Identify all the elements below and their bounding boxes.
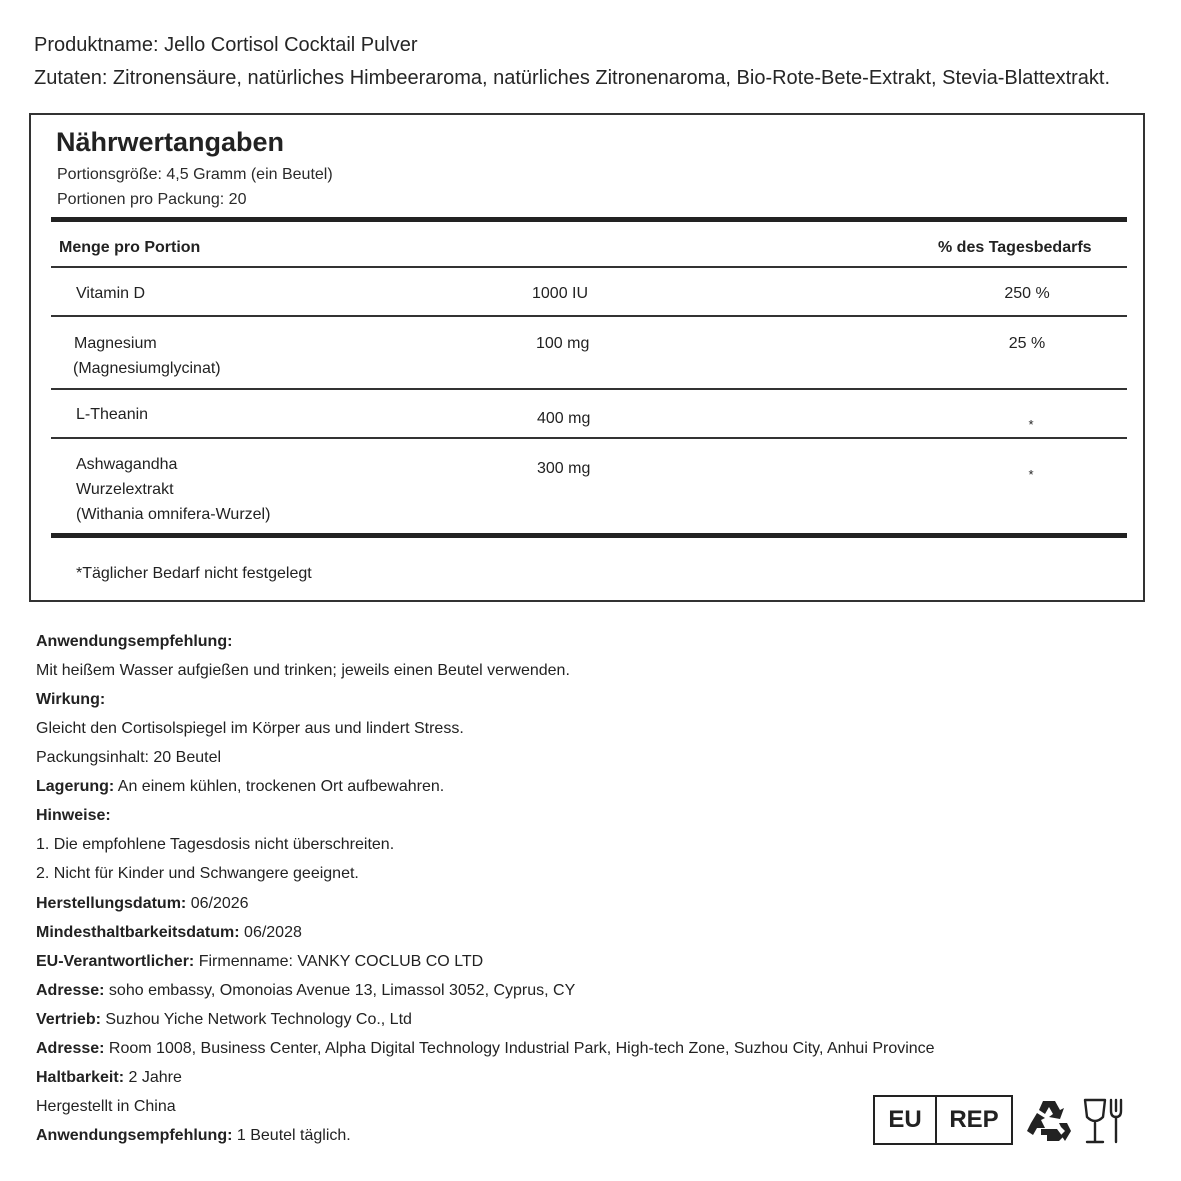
nutrient-daily-value: * <box>1028 467 1034 482</box>
eu-label: EU <box>875 1097 937 1143</box>
nutrient-daily-value: * <box>1028 417 1034 432</box>
divider <box>51 315 1127 317</box>
note-2: 2. Nicht für Kinder und Schwangere geeignet. <box>36 865 359 882</box>
best-before-date: Mindesthaltbarkeitsdatum: 06/2028 <box>36 924 302 941</box>
nutrient-name-detail: Wurzelextrakt <box>76 481 174 498</box>
glass-fork-icon <box>1081 1097 1127 1145</box>
eu-responsible: EU-Verantwortlicher: Firmenname: VANKY COCLUB CO LTD <box>36 953 484 970</box>
effect-text: Gleicht den Cortisolspiegel im Körper aus und lindert Stress. <box>36 720 464 737</box>
column-header-daily: % des Tagesbedarfs <box>938 239 1092 256</box>
nutrient-name-detail: (Magnesiumglycinat) <box>73 360 221 377</box>
usage-heading: Anwendungsempfehlung: <box>36 633 233 650</box>
usage-dose: Anwendungsempfehlung: 1 Beutel täglich. <box>36 1127 351 1144</box>
column-header-amount: Menge pro Portion <box>59 239 201 256</box>
rep-label: REP <box>949 1106 999 1133</box>
divider <box>51 437 1127 439</box>
nutrient-amount: 1000 IU <box>532 285 589 302</box>
storage-line: Lagerung: An einem kühlen, trockenen Ort aufbewahren. <box>36 778 445 795</box>
ingredients-line: Zutaten: Zitronensäure, natürliches Himbeeraroma, natürliches Zitronenaroma, Bio-Rote-Bete-Extrakt, Stevia-Blattextrakt. <box>34 67 1111 89</box>
distributor: Vertrieb: Suzhou Yiche Network Technology Co., Ltd <box>36 1011 412 1028</box>
thick-divider <box>51 533 1127 538</box>
nutrient-name: Magnesium <box>74 335 157 352</box>
eu-address: Adresse: soho embassy, Omonoias Avenue 13, Limassol 3052, Cyprus, CY <box>36 982 576 999</box>
usage-text: Mit heißem Wasser aufgießen und trinken; jeweils einen Beutel verwenden. <box>36 662 570 679</box>
notes-heading: Hinweise: <box>36 807 111 824</box>
nutrient-name: Ashwagandha <box>76 456 178 473</box>
manufacture-date: Herstellungsdatum: 06/2026 <box>36 895 249 912</box>
nutrition-facts-box <box>29 113 1145 602</box>
thick-divider <box>51 217 1127 222</box>
recycle-icon <box>1025 1097 1073 1143</box>
servings-per-pack: Portionen pro Packung: 20 <box>57 191 247 208</box>
nutrient-daily-value: 25 % <box>1008 335 1046 352</box>
footnote: *Täglicher Bedarf nicht festgelegt <box>76 565 312 582</box>
nutrient-name: L-Theanin <box>76 406 149 423</box>
nutrient-name: Vitamin D <box>76 285 146 302</box>
eu-rep-badge <box>873 1095 1013 1145</box>
package-contents: Packungsinhalt: 20 Beutel <box>36 749 222 766</box>
nutrition-title: Nährwertangaben <box>56 127 285 157</box>
nutrient-name-detail: (Withania omnifera-Wurzel) <box>76 506 271 523</box>
made-in: Hergestellt in China <box>36 1098 176 1115</box>
shelf-life: Haltbarkeit: 2 Jahre <box>36 1069 182 1086</box>
serving-size: Portionsgröße: 4,5 Gramm (ein Beutel) <box>57 166 333 183</box>
nutrient-amount: 400 mg <box>537 410 591 427</box>
divider <box>51 266 1127 268</box>
label-symbols <box>873 1095 1133 1147</box>
effect-heading: Wirkung: <box>36 691 106 708</box>
divider <box>51 388 1127 390</box>
product-name-line: Produktname: Jello Cortisol Cocktail Pulver <box>34 34 418 56</box>
nutrient-amount: 300 mg <box>537 460 591 477</box>
note-1: 1. Die empfohlene Tagesdosis nicht überschreiten. <box>36 836 395 853</box>
nutrient-amount: 100 mg <box>536 335 590 352</box>
distributor-address: Adresse: Room 1008, Business Center, Alpha Digital Technology Industrial Park, High-tech Zone, Suzhou City, Anhui Province <box>36 1040 935 1057</box>
nutrient-daily-value: 250 % <box>1004 285 1050 302</box>
